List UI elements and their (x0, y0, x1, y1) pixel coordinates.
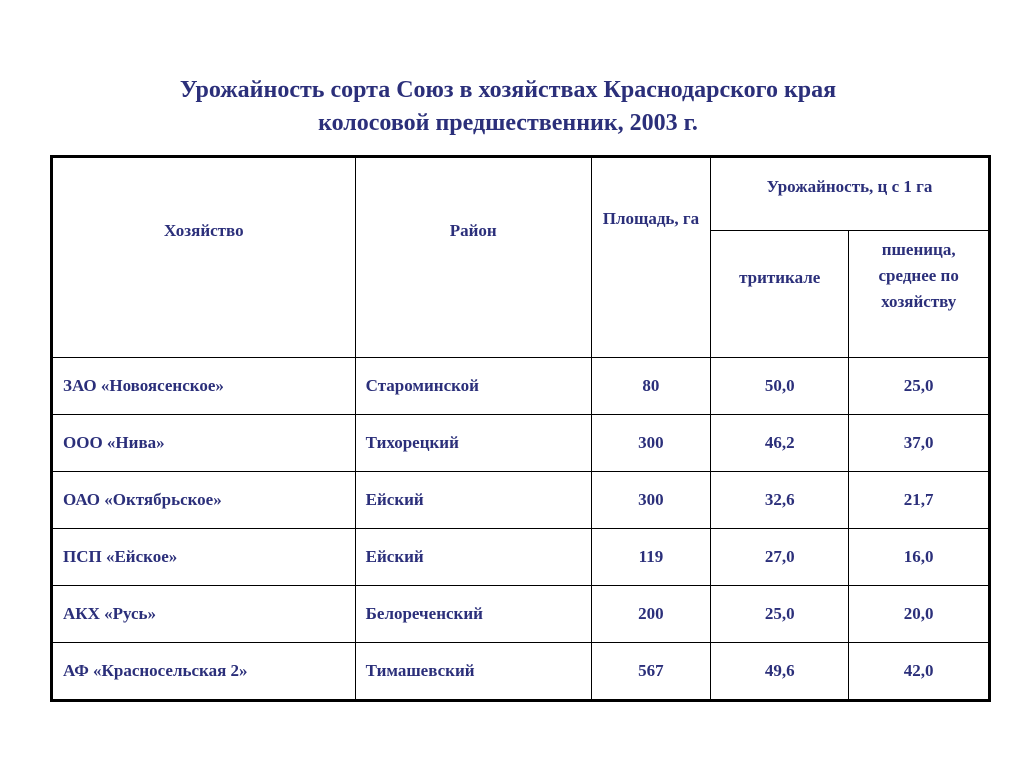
cell-wheat: 37,0 (849, 415, 990, 472)
header-wheat: пшеница, среднее по хозяйству (849, 231, 990, 358)
cell-district: Ейский (355, 472, 591, 529)
cell-district: Тимашевский (355, 643, 591, 701)
header-farm: Хозяйство (52, 157, 356, 358)
cell-wheat: 20,0 (849, 586, 990, 643)
table-row (52, 358, 990, 415)
cell-wheat: 42,0 (849, 643, 990, 701)
header-yield-group: Урожайность, ц с 1 га (711, 157, 990, 231)
cell-area: 567 (591, 643, 710, 701)
cell-district: Ейский (355, 529, 591, 586)
cell-triticale: 46,2 (711, 415, 849, 472)
title-line-2: колосовой предшественник, 2003 г. (318, 110, 698, 136)
cell-area: 300 (591, 415, 710, 472)
header-triticale: тритикале (711, 231, 849, 358)
cell-farm: ПСП «Ейское» (52, 529, 356, 586)
cell-triticale: 27,0 (711, 529, 849, 586)
cell-farm: АКХ «Русь» (52, 586, 356, 643)
cell-triticale: 25,0 (711, 586, 849, 643)
cell-triticale: 49,6 (711, 643, 849, 701)
cell-district: Тихорецкий (355, 415, 591, 472)
table-body (52, 358, 990, 701)
header-area: Площадь, га (591, 157, 710, 358)
cell-farm: АФ «Красносельская 2» (52, 643, 356, 701)
cell-triticale: 32,6 (711, 472, 849, 529)
table-row (52, 415, 990, 472)
cell-district: Староминской (355, 358, 591, 415)
cell-district: Белореченский (355, 586, 591, 643)
cell-wheat: 21,7 (849, 472, 990, 529)
table-row (52, 529, 990, 586)
title-line-1: Урожайность сорта Союз в хозяйствах Краснодарского края (179, 77, 837, 103)
table-row (52, 586, 990, 643)
cell-wheat: 16,0 (849, 529, 990, 586)
table-row (52, 643, 990, 701)
cell-farm: ООО «Нива» (52, 415, 356, 472)
table-row (52, 472, 990, 529)
yield-table (50, 155, 991, 702)
cell-area: 200 (591, 586, 710, 643)
cell-wheat: 25,0 (849, 358, 990, 415)
cell-area: 300 (591, 472, 710, 529)
cell-area: 119 (591, 529, 710, 586)
cell-farm: ЗАО «Новоясенское» (52, 358, 356, 415)
header-district: Район (355, 157, 591, 358)
cell-area: 80 (591, 358, 710, 415)
cell-farm: ОАО «Октябрьское» (52, 472, 356, 529)
table-header (52, 157, 990, 358)
page-title (0, 74, 1016, 140)
cell-triticale: 50,0 (711, 358, 849, 415)
